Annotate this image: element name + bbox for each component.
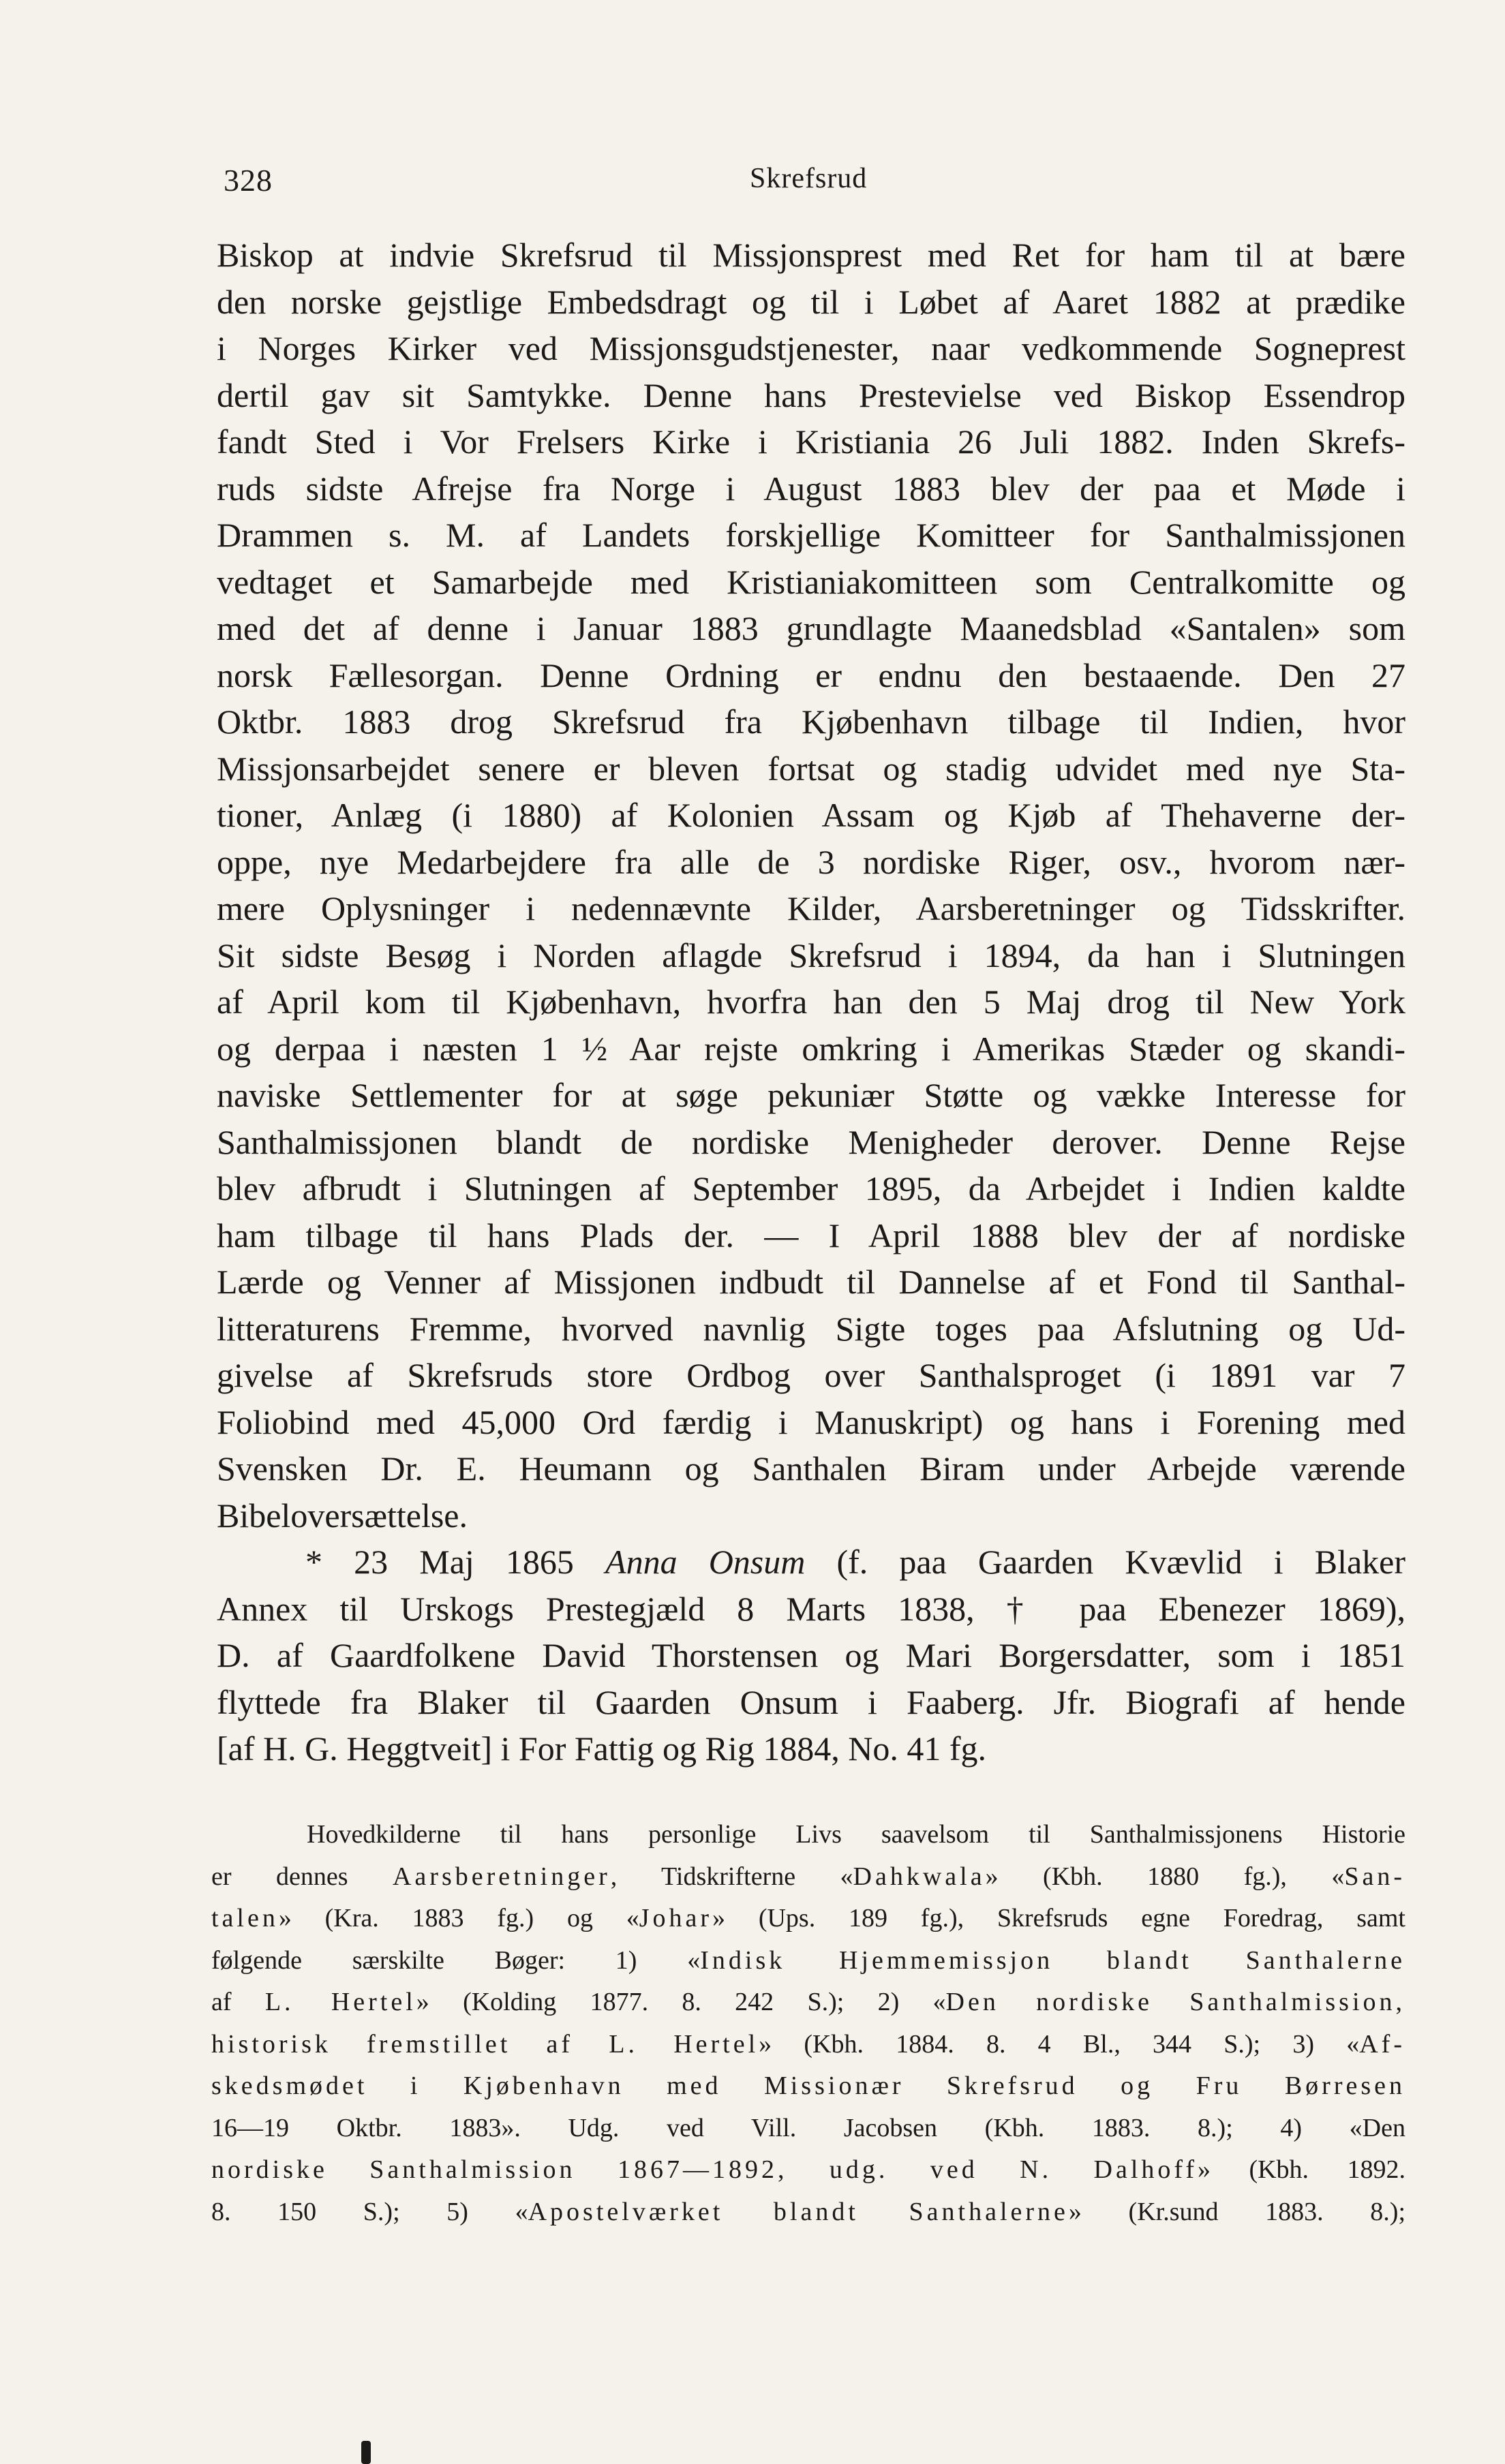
text-line: vedtaget et Samarbejde med Kristianiakomitteen som Centralkomitte og bbox=[217, 562, 1405, 601]
text-line: blev afbrudt i Slutningen af September 1895, da Arbejdet i Indien kaldte bbox=[217, 1169, 1405, 1207]
body-text bbox=[217, 232, 1405, 1772]
running-head: Skrefsrud bbox=[750, 163, 868, 194]
sources-line: Hovedkilderne til hans personlige Livs saavelsom til Santhalmissjonens Historie bbox=[307, 1820, 1405, 1849]
sources-note bbox=[211, 1814, 1405, 2233]
text-line: Drammen s. M. af Landets forskjellige Komitteer for Santhalmissjonen bbox=[217, 516, 1405, 554]
sources-line: 8. 150 S.); 5) «Apostelværket blandt Santhalerne» (Kr.sund 1883. 8.); bbox=[211, 2197, 1406, 2226]
page-header bbox=[218, 157, 1404, 204]
text-line: Svensken Dr. E. Heumann og Santhalen Biram under Arbejde værende bbox=[217, 1449, 1405, 1488]
text-line: af April kom til Kjøbenhavn, hvorfra han den 5 Maj drog til New York bbox=[217, 983, 1405, 1021]
wife-note-first-line bbox=[217, 1539, 1405, 1586]
sources-line: historisk fremstillet af L. Hertel» (Kbh. 1884. 8. 4 Bl., 344 S.); 3) «Af- bbox=[211, 2029, 1405, 2059]
sources-line: nordiske Santhalmission 1867—1892, udg. ved N. Dalhoff» (Kbh. 1892. bbox=[211, 2155, 1405, 2184]
wife-note-prefix: * 23 Maj 1865 bbox=[305, 1543, 574, 1581]
text-line: litteraturens Fremme, hvorved navnlig Sigte toges paa Afslutning og Ud- bbox=[217, 1309, 1405, 1348]
sources-line: følgende særskilte Bøger: 1) «Indisk Hjemmemissjon blandt Santhalerne bbox=[211, 1945, 1405, 1975]
text-line: Missjonsarbejdet senere er bleven fortsat og stadig udvidet med nye Sta- bbox=[217, 749, 1405, 788]
page-number: 328 bbox=[224, 163, 273, 198]
sources-line: skedsmødet i Kjøbenhavn med Missionær Skrefsrud og Fru Børresen bbox=[211, 2072, 1405, 2100]
text-line: flyttede fra Blaker til Gaarden Onsum i Faaberg. Jfr. Biografi af hende bbox=[217, 1682, 1405, 1721]
sources-line: talen» (Kra. 1883 fg.) og «Johar» (Ups. 189 fg.), Skrefsruds egne Foredrag, samt bbox=[211, 1904, 1405, 1932]
wife-name: Anna Onsum bbox=[605, 1543, 806, 1581]
text-line: dertil gav sit Samtykke. Denne hans Prestevielse ved Biskop Essendrop bbox=[217, 375, 1405, 414]
text-line: med det af denne i Januar 1883 grundlagte Maanedsblad «Santalen» som bbox=[217, 609, 1405, 647]
text-line: ruds sidste Afrejse fra Norge i August 1883 blev der paa et Møde i bbox=[217, 469, 1405, 508]
sources-line: 16—19 Oktbr. 1883». Udg. ved Vill. Jacobsen (Kbh. 1883. 8.); 4) «Den bbox=[211, 2113, 1405, 2142]
text-line: Sit sidste Besøg i Norden aflagde Skrefsrud i 1894, da han i Slutningen bbox=[217, 936, 1405, 974]
text-line: den norske gejstlige Embedsdragt og til i Løbet af Aaret 1882 at prædike bbox=[217, 282, 1405, 321]
text-line: Santhalmissjonen blandt de nordiske Menigheder derover. Denne Rejse bbox=[217, 1122, 1405, 1161]
text-line: Biskop at indvie Skrefsrud til Missjonsprest med Ret for ham til at bære bbox=[217, 236, 1405, 274]
wife-note-rest: (f. paa Gaarden Kvævlid i Blaker bbox=[836, 1543, 1406, 1581]
text-line: [af H. G. Heggtveit] i For Fattig og Rig 1884, No. 41 fg. bbox=[217, 1729, 987, 1768]
text-line: i Norges Kirker ved Missjonsgudstjenester, naar vedkommende Sogneprest bbox=[217, 329, 1405, 367]
text-line: norsk Fællesorgan. Denne Ordning er endnu den bestaaende. Den 27 bbox=[217, 656, 1405, 694]
text-line: oppe, nye Medarbejdere fra alle de 3 nordiske Riger, osv., hvorom nær- bbox=[217, 842, 1405, 881]
text-line: Lærde og Venner af Missjonen indbudt til Dannelse af et Fond til Santhal- bbox=[217, 1263, 1405, 1301]
text-line: fandt Sted i Vor Frelsers Kirke i Kristiania 26 Juli 1882. Inden Skrefs- bbox=[217, 422, 1405, 461]
text-line: givelse af Skrefsruds store Ordbog over Santhalsproget (i 1891 var 7 bbox=[217, 1356, 1405, 1394]
text-line: ham tilbage til hans Plads der. — I April 1888 blev der af nordiske bbox=[217, 1216, 1405, 1254]
sources-line: af L. Hertel» (Kolding 1877. 8. 242 S.); 2) «Den nordiske Santhalmission, bbox=[211, 1988, 1406, 2016]
text-line: Bibeloversættelse. bbox=[217, 1496, 468, 1535]
text-line: og derpaa i næsten 1 ½ Aar rejste omkring i Amerikas Stæder og skandi- bbox=[217, 1029, 1405, 1068]
text-line: Foliobind med 45,000 Ord færdig i Manuskript) og hans i Forening med bbox=[217, 1402, 1405, 1441]
sources-line: er dennes Aarsberetninger, Tidskrifterne «Dahkwala» (Kbh. 1880 fg.), «San- bbox=[211, 1862, 1406, 1891]
text-line: mere Oplysninger i nedennævnte Kilder, Aarsberetninger og Tidsskrifter. bbox=[217, 889, 1405, 927]
text-line: D. af Gaardfolkene David Thorstensen og Mari Borgersdatter, som i 1851 bbox=[217, 1636, 1405, 1674]
text-line: Oktbr. 1883 drog Skrefsrud fra Kjøbenhavn tilbage til Indien, hvor bbox=[217, 703, 1405, 741]
text-line: tioner, Anlæg (i 1880) af Kolonien Assam og Kjøb af Thehaverne der- bbox=[217, 796, 1405, 834]
text-line: Annex til Urskogs Prestegjæld 8 Marts 1838, † paa Ebenezer 1869), bbox=[217, 1589, 1405, 1628]
text-line: naviske Settlementer for at søge pekuniær Støtte og vække Interesse for bbox=[217, 1076, 1405, 1114]
print-speck bbox=[361, 2441, 371, 2464]
